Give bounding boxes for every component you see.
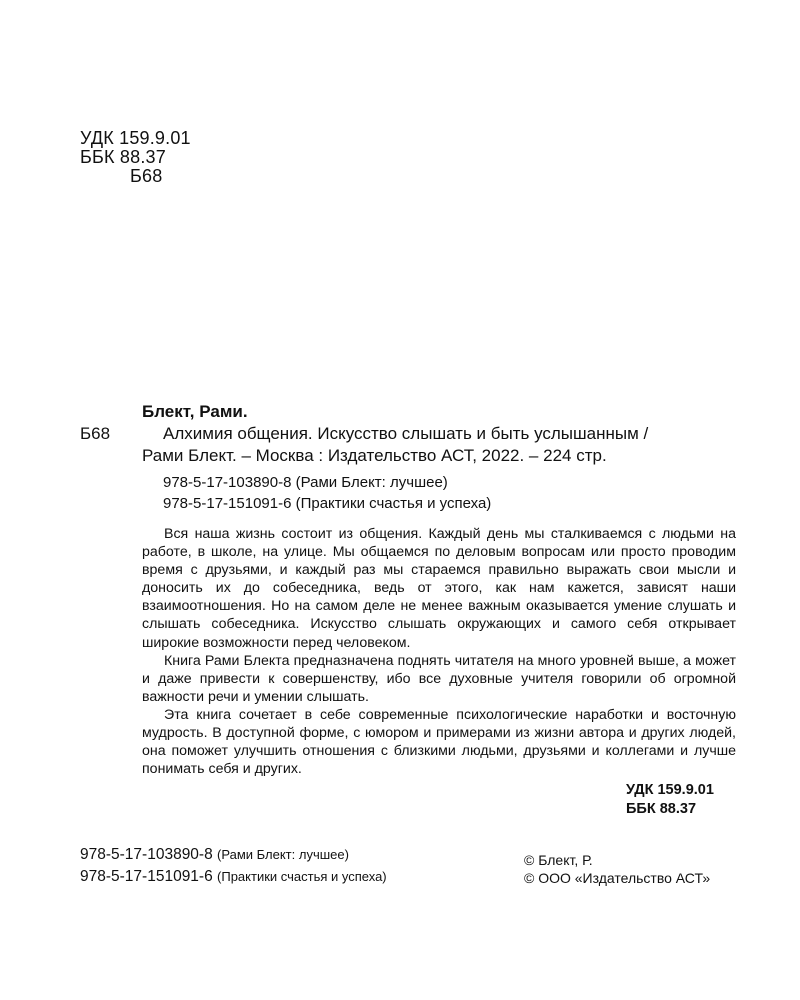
copyright-author: © Блект, Р. <box>524 852 593 868</box>
footer-isbn-2-number: 978-5-17-151091-6 <box>80 868 213 885</box>
bbk-code-top: ББК 88.37 <box>80 147 166 167</box>
abstract-paragraph-1: Вся наша жизнь состоит из общения. Каждый день мы сталкиваемся с людьми на работе, в школе, на улице. Мы общаемся по деловым вопросам или просто проводим время с друзьями, и каждый раз мы стараемся правильно выражать свои мысли и доносить их до собеседника, ведь от этого, как нам кажется, зависят наши взаимоотношения. Но на самом деле не менее важным оказывается умение слушать и слышать собеседника. Искусство слышать окружающих и самого себя открывает широкие возможности перед человеком. <box>142 526 736 651</box>
udk-code-top: УДК 159.9.01 <box>80 128 191 148</box>
footer-isbn-2-series: (Практики счастья и успеха) <box>217 869 387 884</box>
footer-isbn-1-series: (Рами Блект: лучшее) <box>217 847 349 862</box>
catalog-author-mark: Б68 <box>80 424 111 443</box>
catalog-author: Блект, Рами. <box>142 402 248 421</box>
book-abstract <box>142 525 736 778</box>
footer-isbn-2 <box>80 866 387 888</box>
bbk-code-bottom: ББК 88.37 <box>626 801 697 817</box>
copyright-publisher: © ООО «Издательство АСТ» <box>524 870 711 886</box>
abstract-paragraph-3: Эта книга сочетает в себе современные психологические наработки и восточную мудрость. В доступной форме, с юмором и примерами из жизни автора и других людей, она поможет улучшить отношения с близкими людьми, друзьями и коллегами и лучше понимать себя и других. <box>142 706 736 778</box>
catalog-isbn-2: 978-5-17-151091-6 (Практики счастья и успеха) <box>163 495 492 512</box>
catalog-isbn-1: 978-5-17-103890-8 (Рами Блект: лучшее) <box>163 474 448 491</box>
catalog-title-line2: Рами Блект. – Москва : Издательство АСТ, 2022. – 224 стр. <box>142 446 607 465</box>
footer-isbn-1 <box>80 844 349 866</box>
author-mark-top: Б68 <box>130 166 163 186</box>
abstract-paragraph-2: Книга Рами Блекта предназначена поднять читателя на много уровней выше, а может и даже привести к совершенству, ибо все духовные учителя говорили об огромной важности речи и умении слышать. <box>142 652 736 705</box>
footer-isbn-1-number: 978-5-17-103890-8 <box>80 846 213 863</box>
udk-code-bottom: УДК 159.9.01 <box>626 782 714 798</box>
catalog-title-line1: Алхимия общения. Искусство слышать и быть услышанным / <box>163 424 649 443</box>
